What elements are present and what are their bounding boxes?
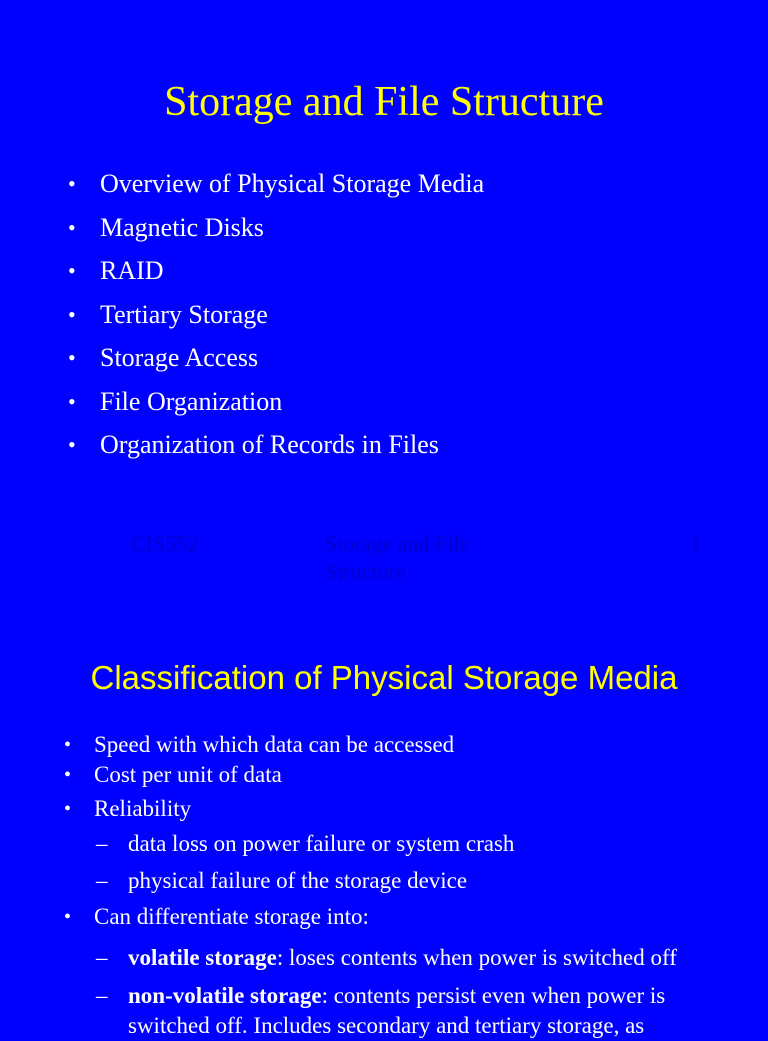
bullet-icon: • [68,301,76,327]
list-item: • Tertiary Storage [68,293,484,337]
list-item: • Cost per unit of data [94,760,282,790]
topic-list [68,162,484,467]
list-item: • Can differentiate storage into: [94,902,369,932]
bullet-icon: • [68,214,76,240]
list-item: • Magnetic Disks [68,206,484,250]
list-item: • Overview of Physical Storage Media [68,162,484,206]
slide-title: Classification of Physical Storage Media [90,659,678,696]
list-item: • Speed with which data can be accessed [94,730,454,760]
list-item: • Reliability [94,794,191,824]
bullet-icon: • [64,798,72,820]
bullet-icon: • [68,388,76,414]
bullet-icon: • [68,258,76,283]
bullet-icon: • [64,734,72,756]
term: volatile storage [128,945,277,970]
bullet-icon: • [64,764,72,786]
footer-course: CIS552 [131,531,199,556]
list-item: • RAID [68,249,484,293]
slide-title: Storage and File Structure [164,79,604,125]
footer-page-number: 1 [690,531,701,556]
list-item: • File Organization [68,380,484,424]
list-item: • Organization of Records in Files [68,423,484,467]
dash-icon: – [96,983,108,1008]
dash-icon: – [96,945,108,970]
list-item: – data loss on power failure or system crash [128,829,514,859]
list-item: – volatile storage: loses contents when power is switched off [128,943,677,973]
slide-2 [0,576,768,1038]
list-item-continuation: switched off. Includes secondary and tertiary storage, as [128,1013,645,1038]
term: non-volatile storage [128,983,322,1008]
footer-title: Storage and File Structure [325,531,470,584]
bullet-icon: • [64,906,72,928]
list-item: – physical failure of the storage device [128,866,467,896]
list-item: – non-volatile storage: contents persist even when power is [128,981,665,1011]
dash-icon: – [96,831,108,856]
bullet-icon: • [68,171,76,196]
bullet-icon: • [68,432,76,457]
list-item: • Storage Access [68,336,484,380]
dash-icon: – [96,868,108,893]
bullet-icon: • [68,345,76,370]
